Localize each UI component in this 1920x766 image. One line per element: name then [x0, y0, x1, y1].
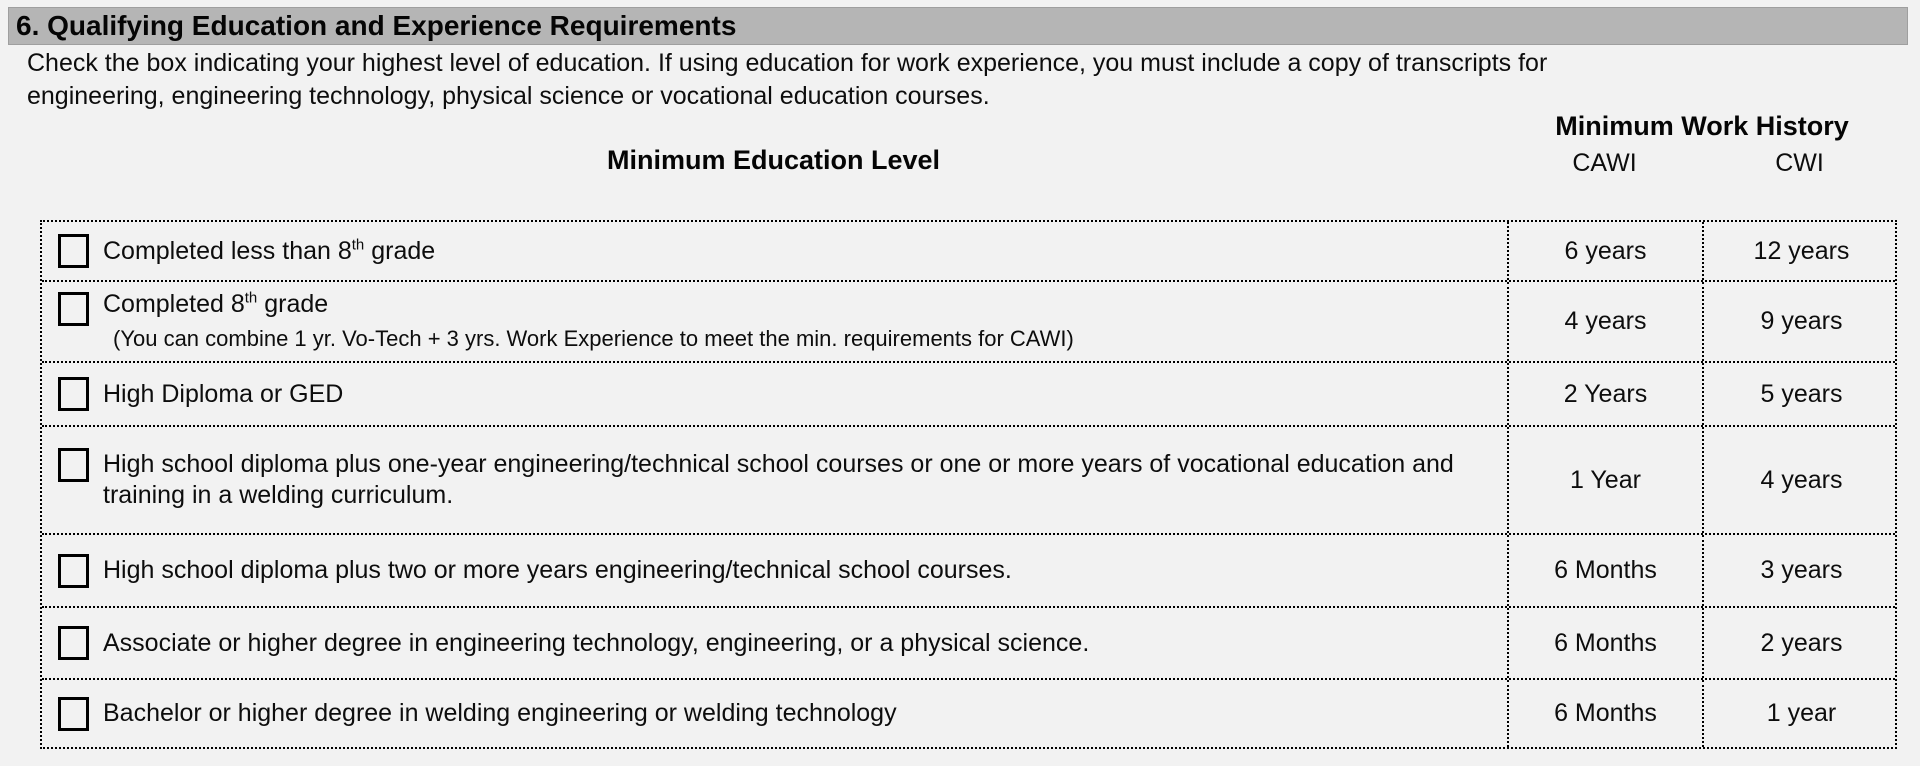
education-label-suffix: grade — [257, 290, 329, 318]
education-label-text: Completed less than 8 — [103, 236, 352, 265]
education-cell — [42, 535, 1509, 606]
table-row — [42, 427, 1895, 535]
education-subnote: (You can combine 1 yr. Vo-Tech + 3 yrs. Work Experience to meet the min. requirements for CAWI) — [113, 326, 1074, 351]
education-label-text: Completed 8 — [103, 290, 245, 318]
cawi-value: 6 Months — [1509, 680, 1704, 747]
education-level-header: Minimum Education Level — [606, 145, 941, 175]
cwi-value: 12 years — [1753, 236, 1850, 265]
education-checkbox[interactable] — [58, 377, 89, 411]
section-header-bar — [8, 7, 1908, 45]
table-row — [42, 222, 1895, 282]
cawi-value: 2 Years — [1509, 363, 1704, 425]
cwi-column-header: CWI — [1775, 149, 1824, 177]
work-history-header: Minimum Work History — [1555, 111, 1849, 141]
cawi-column-header: CAWI — [1572, 149, 1637, 177]
table-row — [42, 282, 1895, 363]
education-label-superscript: th — [351, 236, 365, 254]
cawi-value: 6 Months — [1509, 535, 1704, 606]
education-checkbox[interactable] — [58, 626, 89, 660]
education-cell — [42, 363, 1509, 425]
education-checkbox[interactable] — [58, 292, 89, 326]
cawi-value: 1 Year — [1509, 427, 1704, 533]
section-title: 6. Qualifying Education and Experience Requirements — [16, 10, 737, 41]
education-label — [103, 289, 1074, 354]
education-checkbox[interactable] — [58, 448, 89, 482]
education-label — [103, 628, 1089, 659]
education-cell — [42, 222, 1509, 280]
education-label — [103, 555, 1012, 586]
education-label-text: Bachelor or higher degree in welding engineering or welding technology — [103, 699, 897, 727]
cwi-value: 2 years — [1760, 628, 1843, 657]
intro-text — [27, 47, 1547, 113]
education-cell — [42, 608, 1509, 678]
cwi-value: 4 years — [1760, 465, 1843, 494]
education-cell — [42, 680, 1509, 747]
education-checkbox[interactable] — [58, 697, 89, 731]
education-label — [103, 449, 1499, 511]
education-label — [103, 379, 343, 410]
education-label-suffix: grade — [364, 236, 436, 265]
intro-line-2: engineering, engineering technology, physical science or vocational education courses. — [27, 82, 990, 110]
education-checkbox[interactable] — [58, 554, 89, 588]
cawi-value: 6 Months — [1509, 608, 1704, 678]
education-label-text: High school diploma plus one-year engineering/technical school courses or one or more years of vocational education and training in a welding curriculum. — [103, 450, 1454, 509]
education-label-text: High Diploma or GED — [103, 379, 344, 408]
requirements-table — [40, 220, 1897, 749]
cwi-value: 5 years — [1760, 379, 1843, 408]
education-label-text: Associate or higher degree in engineering technology, engineering, or a physical science. — [103, 628, 1090, 657]
education-label-superscript: th — [244, 289, 258, 307]
table-row — [42, 608, 1895, 680]
education-cell — [42, 427, 1509, 533]
education-checkbox[interactable] — [58, 234, 89, 268]
cawi-value: 4 years — [1509, 282, 1704, 361]
table-row — [42, 680, 1895, 747]
education-label — [103, 236, 435, 267]
table-row — [42, 535, 1895, 608]
education-cell — [42, 282, 1509, 361]
intro-line-1: Check the box indicating your highest level of education. If using education for work experience, you must include a copy of transcripts for — [27, 49, 1548, 77]
cwi-value: 9 years — [1760, 307, 1843, 335]
cwi-value: 1 year — [1766, 699, 1837, 727]
education-label — [103, 698, 897, 729]
education-label-text: High school diploma plus two or more years engineering/technical school courses. — [103, 556, 1012, 584]
cawi-value: 6 years — [1509, 222, 1704, 280]
table-row — [42, 363, 1895, 427]
cwi-value: 3 years — [1760, 556, 1843, 584]
